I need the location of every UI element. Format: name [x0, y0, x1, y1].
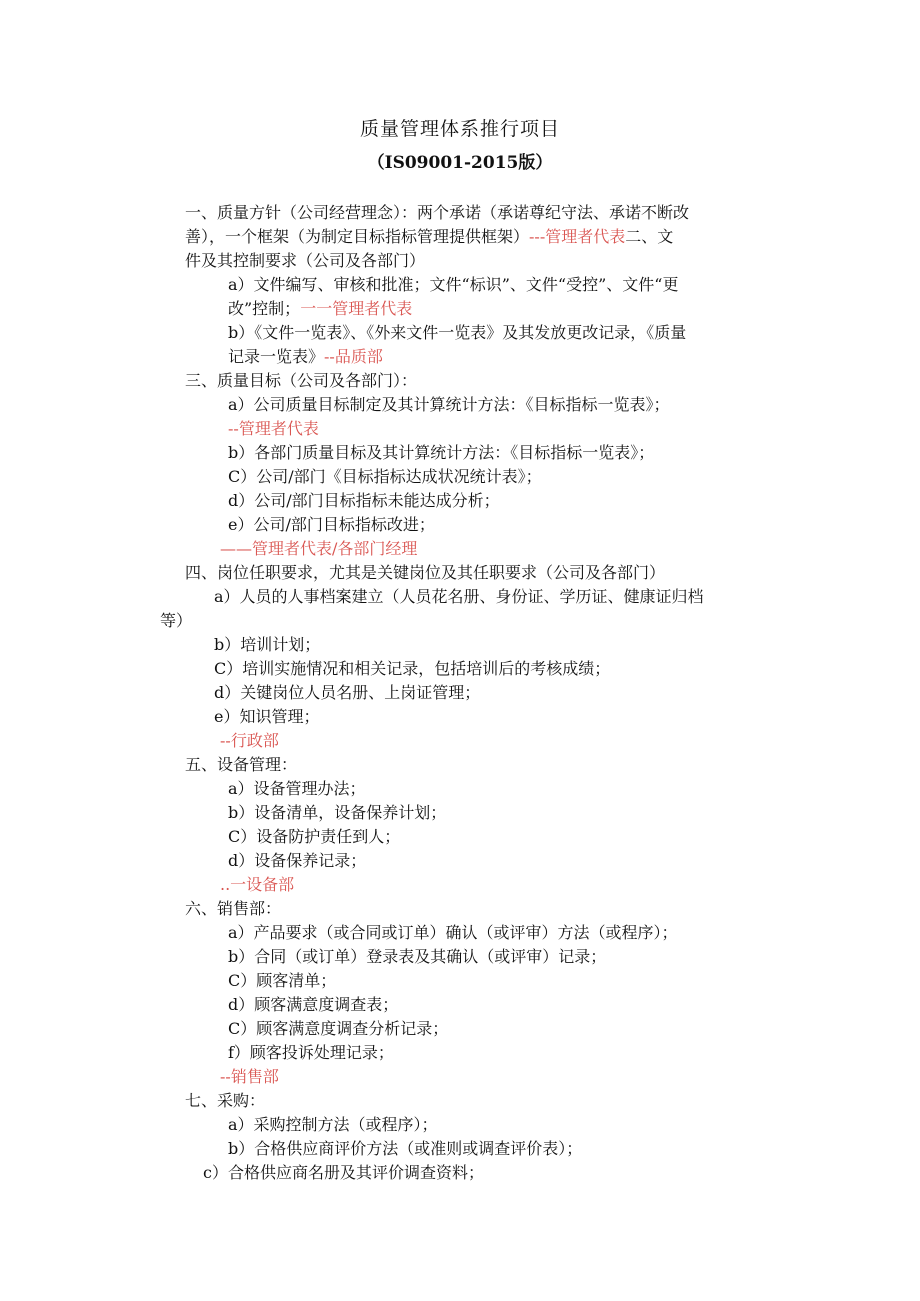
document-subtitle: （IS09001-2015版） [367, 153, 553, 173]
department-note: ——管理者代表/各部门经理 [220, 539, 418, 558]
text-line: 件及其控制要求（公司及各部门） [185, 251, 426, 270]
text-line: a）公司质量目标制定及其计算统计方法：《目标指标一览表》； [228, 395, 670, 414]
text-line: b）合同（或订单）登录表及其确认（或评审）记录； [228, 947, 607, 966]
text-line: a）采购控制方法（或程序）； [228, 1115, 438, 1134]
department-note: --行政部 [220, 731, 279, 750]
text-line: a）产品要求（或合同或订单）确认（或评审）方法（或程序）； [228, 923, 678, 942]
text-line: d）公司/部门目标指标未能达成分析； [228, 491, 500, 510]
text-line: d）设备保养记录； [228, 851, 367, 870]
text-line: c）合格供应商名册及其评价调查资料； [203, 1163, 484, 1182]
text-line: a）人员的人事档案建立（人员花名册、身份证、学历证、健康证归档 [214, 587, 704, 606]
text-line: 善），一个框架（为制定目标指标管理提供框架）---管理者代表二、文 [185, 227, 674, 246]
text-line: C）设备防护责任到人； [228, 827, 401, 846]
text-line: b）设备清单，设备保养计划； [228, 803, 447, 822]
text-line: b）《文件一览表》、《外来文件一览表》及其发放更改记录，《质量 [228, 323, 687, 342]
text-line: b）培训计划； [214, 635, 321, 654]
text-line: a）文件编写、审核和批准；文件“标识”、文件“受控”、文件“更 [228, 275, 679, 294]
text-line: C）顾客清单； [228, 971, 337, 990]
text-line: 等） [160, 611, 193, 630]
text-line: e）知识管理； [214, 707, 320, 726]
text-line: 记录一览表》--品质部 [228, 347, 383, 366]
department-note: ..一设备部 [220, 875, 295, 894]
text-line: b）合格供应商评价方法（或准则或调查评价表）； [228, 1139, 583, 1158]
section-heading: 六、销售部： [185, 899, 282, 918]
section-heading: 七、采购： [185, 1091, 266, 1110]
section-heading: 五、设备管理： [185, 755, 298, 774]
department-note: --管理者代表 [228, 419, 319, 438]
text-line: f）顾客投诉处理记录； [228, 1043, 394, 1062]
section-heading: 三、质量目标（公司及各部门）： [185, 371, 418, 390]
text-line: d）关键岗位人员名册、上岗证管理； [214, 683, 481, 702]
text-line: 一、质量方针（公司经营理念）：两个承诺（承诺尊纪守法、承诺不断改 [185, 203, 690, 222]
text-line: C）公司/部门《目标指标达成状况统计表》； [228, 467, 542, 486]
text-line: e）公司/部门目标指标改进； [228, 515, 435, 534]
text-line: d）顾客满意度调查表； [228, 995, 399, 1014]
text-line: C）培训实施情况和相关记录，包括培训后的考核成绩； [214, 659, 611, 678]
document-title: 质量管理体系推行项目 [359, 118, 560, 140]
text-line: 改”控制；一一管理者代表 [228, 299, 413, 318]
text-line: C）顾客满意度调查分析记录； [228, 1019, 449, 1038]
text-line: b）各部门质量目标及其计算统计方法：《目标指标一览表》； [228, 443, 655, 462]
department-note: --销售部 [220, 1067, 279, 1086]
text-line: a）设备管理办法； [228, 779, 366, 798]
section-heading: 四、岗位任职要求，尤其是关键岗位及其任职要求（公司及各部门） [185, 563, 666, 582]
